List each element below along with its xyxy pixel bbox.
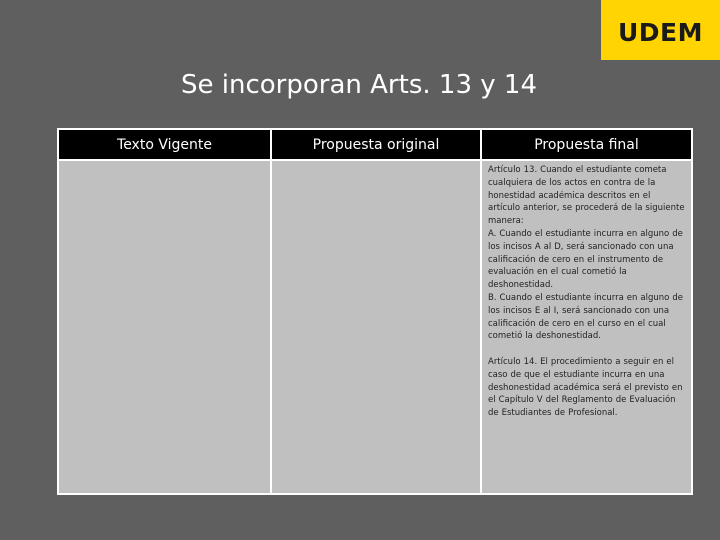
table-cell <box>272 161 480 493</box>
article-14-text: Artículo 14. El procedimiento a seguir en el caso de que el estudiante incurra en una deshonestidad académica será el previsto en el Capítulo V del Reglamento de Evaluación de Estudiantes de Profesional. <box>488 356 683 419</box>
table-cell <box>59 161 270 493</box>
cell-text <box>482 161 691 420</box>
column-propuesta-original <box>272 130 480 493</box>
comparison-table <box>57 128 693 495</box>
logo-text: UDEM <box>617 17 703 47</box>
article-13-text: Artículo 13. Cuando el estudiante cometa cualquiera de los actos en contra de la honestidad académica descritos en el artículo anterior, se procederá de la siguiente manera: A. Cuando el estudiante incurra en alguno de los incisos A al D, será sancionado con una calificación de cero en el instrumento de evaluación en el cual cometió la deshonestidad. B. Cuando el estudiante incurra en alguno de los incisos E al I, será sancionado con una calificación de cero en el curso en el cual cometió la deshonestidad. <box>488 165 685 342</box>
slide-title: Se incorporan Arts. 13 y 14 <box>181 70 537 100</box>
column-texto-vigente <box>59 130 270 493</box>
column-propuesta-final <box>482 130 691 493</box>
slide-title-container <box>0 70 720 100</box>
column-header: Propuesta final <box>482 130 691 159</box>
udem-logo <box>601 0 720 60</box>
column-header: Propuesta original <box>272 130 480 159</box>
column-header: Texto Vigente <box>59 130 270 159</box>
table-cell <box>482 161 691 493</box>
